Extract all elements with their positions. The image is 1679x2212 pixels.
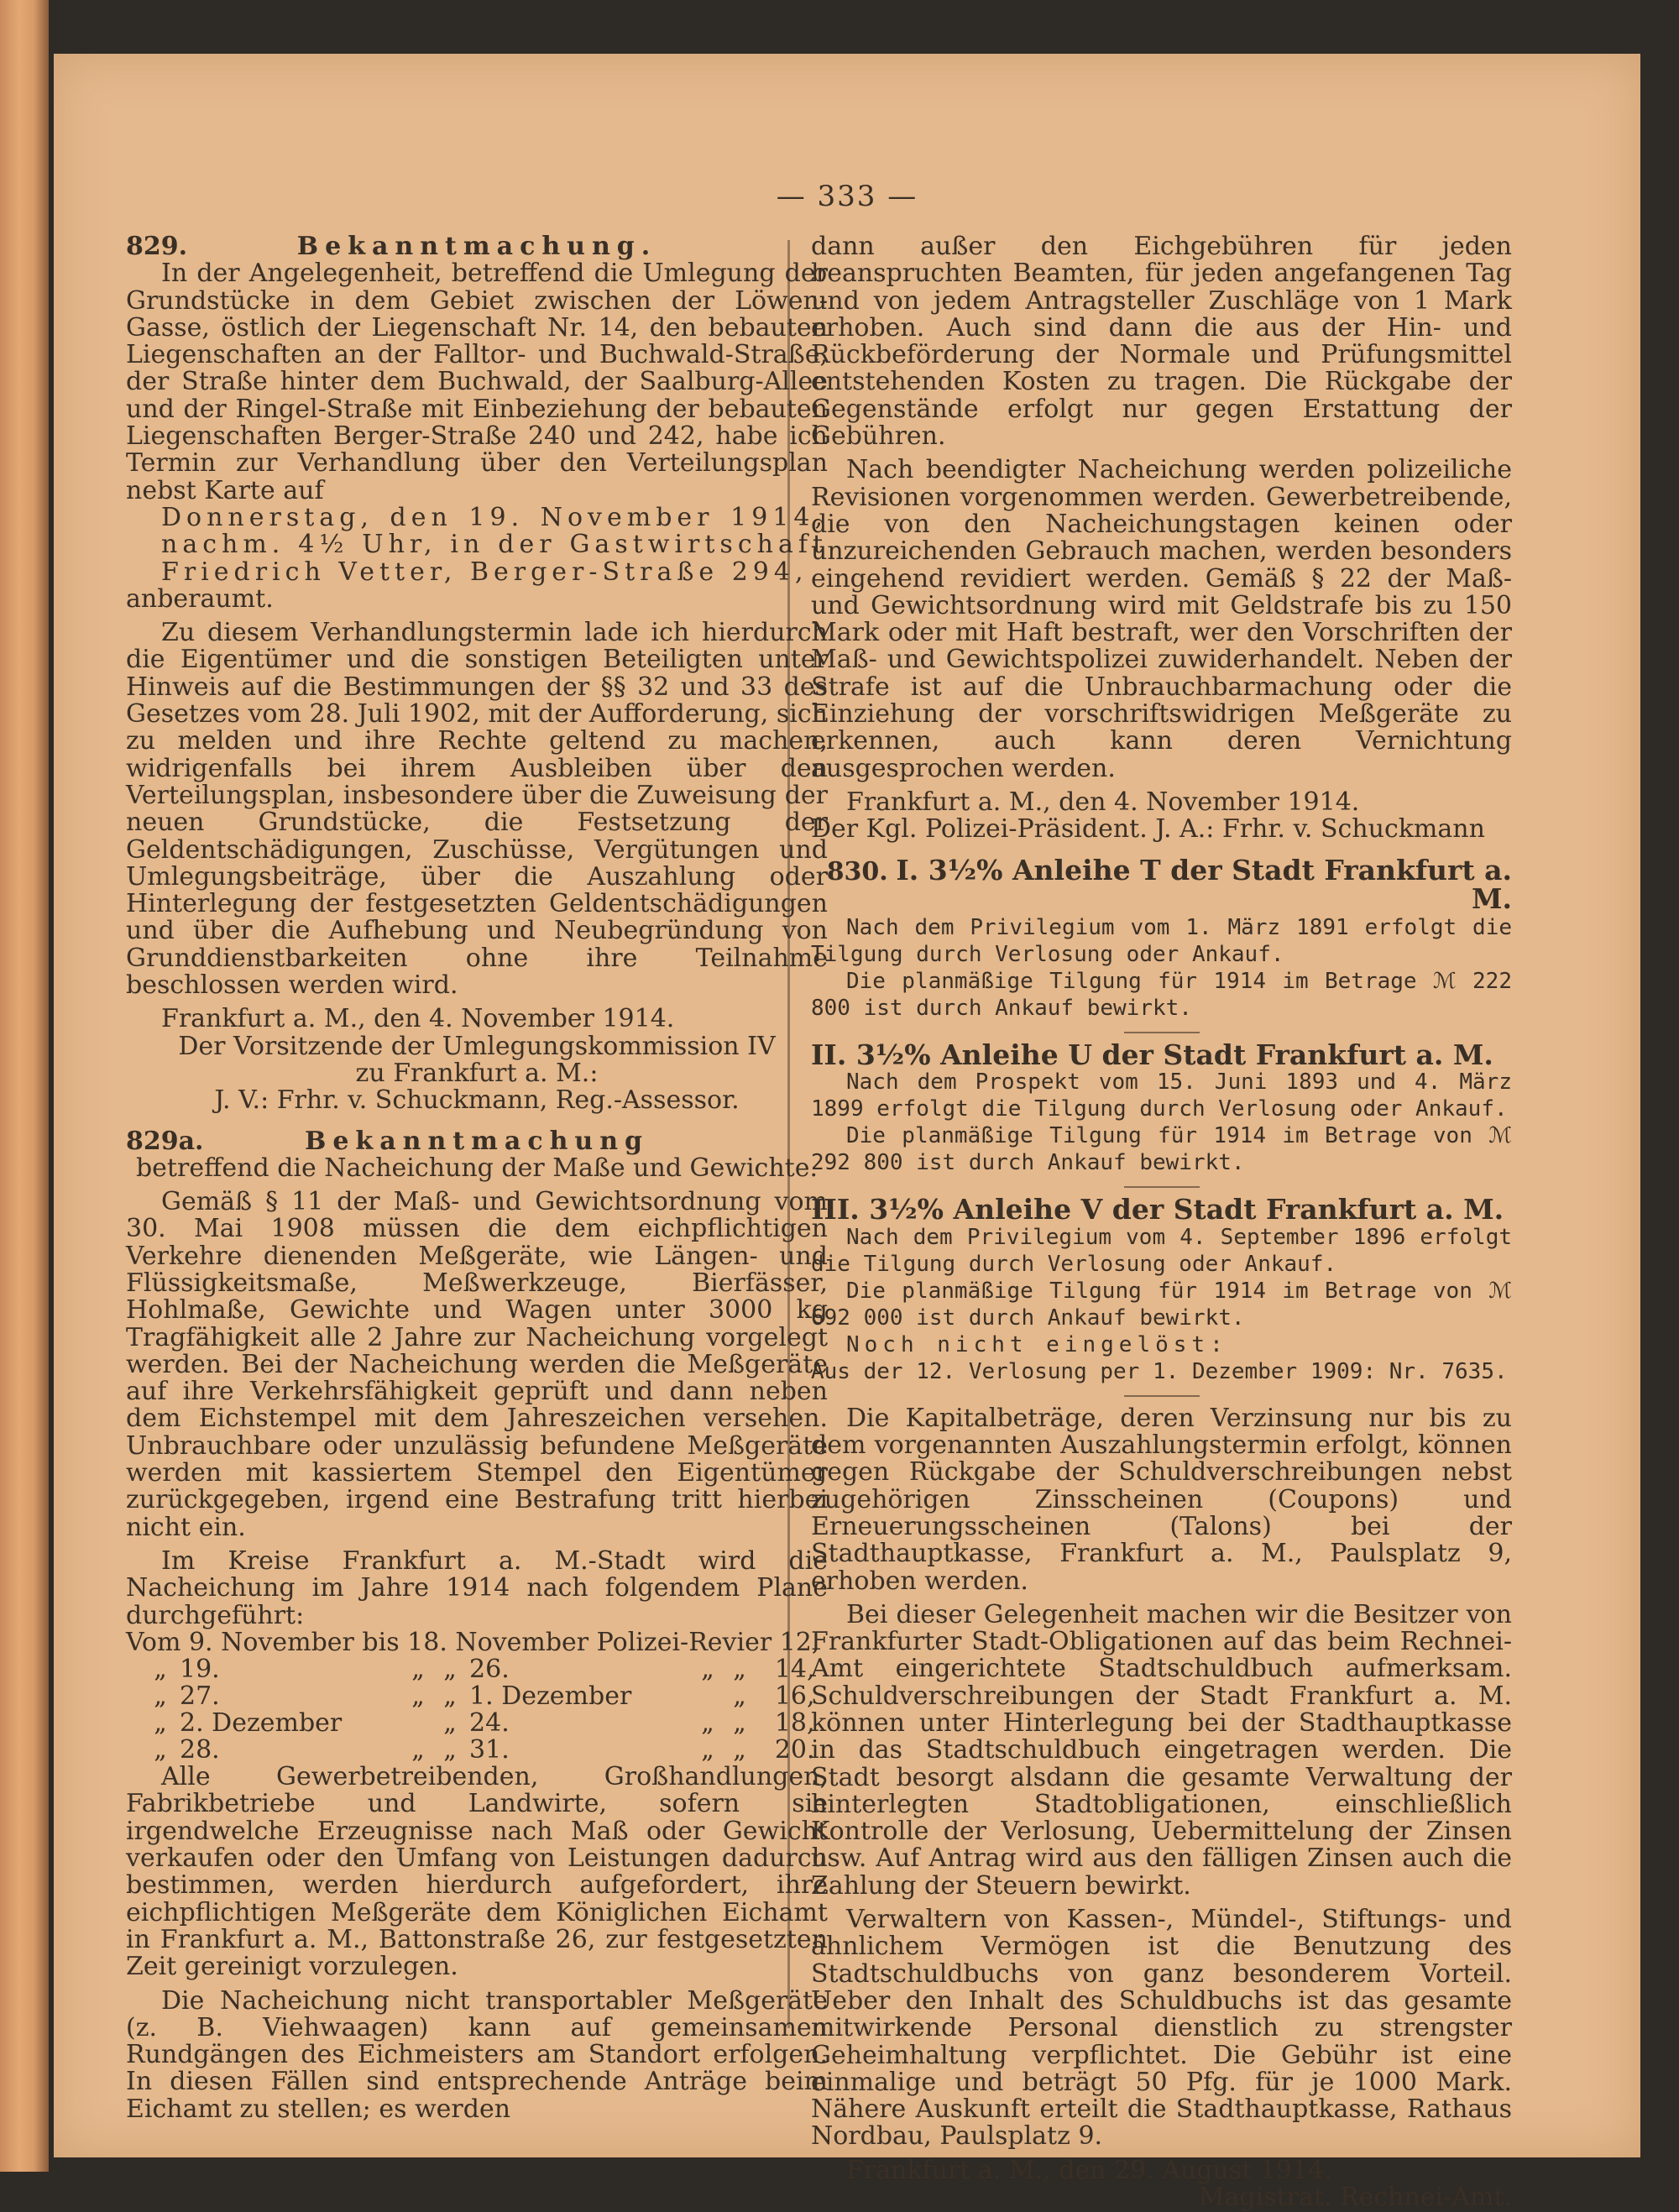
loan-v-paragraph-2: Die planmäßige Tilgung für 1914 im Betrage von ℳ 692 000 ist durch Ankauf bewirkt.	[811, 1278, 1512, 1331]
loan-u-title: II. 3½% Anleihe U der Stadt Frankfurt a. M.	[811, 1038, 1493, 1072]
notice-829a-subtitle: betreffend die Nacheichung der Maße und Gewichte.	[135, 1153, 819, 1183]
continuation-paragraph-2: Nach beendigter Nacheichung werden polizeiliche Revisionen vorgenommen werden. Gewerbetreibende, die von den Nacheichungstagen keinen oder unzureichenden Gebrauch machen, werden besonders eingehend revidiert werden. Gemäß § 22 der Maß- und Gewichtsordnung wird mit Geldstrafe bis zu 150 Mark oder mit Haft bestraft, wer den Vorschriften der Maß- und Gewichtspolizei zuwiderhandelt. Neben der Strafe ist auf die Unbrauchbarmachung oder die Einziehung der vorschriftswidrigen Meßgeräte zu erkennen, auch kann deren Vernichtung ausgesprochen werden.	[811, 455, 1512, 783]
loan-t-paragraph-1: Nach dem Privilegium vom 1. März 1891 erfolgt die Tilgung durch Verlosung oder Ankauf.	[811, 915, 1512, 968]
notice-number: 830.	[826, 856, 888, 886]
loan-u-paragraph-1: Nach dem Prospekt vom 15. Juni 1893 und 4. März 1899 erfolgt die Tilgung durch Verlosung oder Ankauf.	[811, 1069, 1512, 1122]
notice-829-intro: In der Angelegenheit, betreffend die Umlegung der Grundstücke in dem Gebiet zwischen der Löwen-Gasse, östlich der Liegenschaft Nr. 14, den bebauten Liegenschaften an der Falltor- und Buchwald-Straße, der Straße hinter dem Buchwald, der Saalburg-Allee und der Ringel-Straße mit Einbeziehung der bebauten Liegenschaften Berger-Straße 240 und 242, habe ich Termin zur Verhandlung über den Verteilungsplan nebst Karte auf	[126, 259, 828, 505]
page-number: — 333 —	[776, 180, 918, 213]
loan-t-paragraph-2: Die planmäßige Tilgung für 1914 im Betrage ℳ 222 800 ist durch Ankauf bewirkt.	[811, 969, 1512, 1022]
document-page	[54, 54, 1640, 2212]
notice-830-date: Frankfurt a. M., den 29. August 1914.	[846, 2155, 1332, 2185]
notice-829-heading	[126, 233, 828, 260]
separator-rule	[1124, 1186, 1200, 1188]
notice-829-date: Frankfurt a. M., den 4. November 1914.	[161, 1004, 675, 1034]
separator-rule	[1124, 1395, 1200, 1397]
loan-t-title: I. 3½% Anleihe T der Stadt Frankfurt a. M.	[896, 853, 1512, 915]
nacheichung-schedule	[144, 1656, 819, 1764]
notice-829a-paragraph-1: Gemäß § 11 der Maß- und Gewichtsordnung vom 30. Mai 1908 müssen die dem eichpflichtigen Verkehre dienenden Meßgeräte, wie Längen- und Flüssigkeitsmaße, Meßwerkzeuge, Bierfässer, Hohlmaße, Gewichte und Wagen unter 3000 kg Tragfähigkeit alle 2 Jahre zur Nacheichung vorgelegt werden. Bei der Nacheichung werden die Meßgeräte auf ihre Verkehrsfähigkeit geprüft und dann neben dem Eichstempel mit dem Jahreszeichen versehen. Unbrauchbare oder unzulässig befundene Meßgeräte werden mit kassiertem Stempel den Eigentümer zurückgegeben, irgend eine Bestrafung tritt hierbei nicht ein.	[126, 1187, 828, 1542]
notice-829a-paragraph-4: Die Nacheichung nicht transportabler Meßgeräte (z. B. Viehwaagen) kann auf gemeinsamen Rundgängen des Eichmeisters am Standort erfolgen. In diesen Fällen sind entsprechende Anträge beim Eichamt zu stellen; es werden	[126, 1985, 828, 2124]
notice-title: Bekanntmachung.	[296, 232, 657, 261]
loan-u-paragraph-2: Die planmäßige Tilgung für 1914 im Betrage von ℳ 292 800 ist durch Ankauf bewirkt.	[811, 1123, 1512, 1176]
schedule-row: „ 19. „ „ 26. „ „ 14,	[154, 1655, 815, 1685]
schedule-row: „ 28. „ „ 31. „ „ 20.	[154, 1735, 815, 1765]
loan-v-paragraph-4: Aus der 12. Verlosung per 1. Dezember 1909: Nr. 7635.	[811, 1358, 1508, 1384]
notice-829-termin: Donnerstag, den 19. November 1914, nachm. 4½ Uhr, in der Gastwirtschaft Friedrich Vetter, Berger-Straße 294,	[161, 502, 828, 587]
schedule-row: „ 27. „ „ 1. Dezember „ 16,	[154, 1681, 815, 1712]
notice-829a-paragraph-2: Im Kreise Frankfurt a. M.-Stadt wird die Nacheichung im Jahre 1914 nach folgendem Plane durchgeführt:	[126, 1545, 828, 1630]
notice-830-heading	[811, 853, 1512, 915]
notice-829-body: Zu diesem Verhandlungstermin lade ich hierdurch die Eigentümer und die sonstigen Beteiligten unter Hinweis auf die Bestimmungen der §§ 32 und 33 des Gesetzes vom 28. Juli 1902, mit der Aufforderung, sich zu melden und ihre Rechte geltend zu machen, widrigenfalls bei ihrem Ausbleiben über den Verteilungsplan, insbesondere über die Zuweisung der neuen Grundstücke, die Festsetzung der Geldentschädigungen, Zuschüsse, Vergütungen und Umlegungsbeiträge, über die Auszahlung oder Hinterlegung der festgesetzten Geldentschädigungen und über die Aufhebung und Neubegründung von Grunddienstbarkeiten ohne ihre Teilnahme beschlossen werden wird.	[126, 618, 828, 1001]
book-binding	[0, 0, 49, 2172]
continuation-signature: Der Kgl. Polizei-Präsident. J. A.: Frhr. v. Schuckmann	[811, 814, 1485, 845]
stadtschuldbuch-paragraph: Bei dieser Gelegenheit machen wir die Besitzer von Frankfurter Stadt-Obligationen auf das beim Rechnei-Amt eingerichtete Stadtschuldbuch aufmerksam. Schuldverschreibungen der Stadt Frankfurt a. M. können unter Hinterlegung bei der Stadthauptkasse in das Stadtschuldbuch eingetragen werden. Die Stadt besorgt alsdann die gesamte Verwaltung der hinterlegten Stadtobligationen, einschließlich Kontrolle der Verlosung, Uebermittelung der Zinsen usw. Auf Antrag wird aus den fälligen Zinsen auch die Zahlung der Steuern bewirkt.	[811, 1599, 1512, 1901]
loan-v-paragraph-1: Nach dem Privilegium vom 4. September 1896 erfolgt die Tilgung durch Verlosung oder Ankauf.	[811, 1224, 1512, 1277]
continuation-date: Frankfurt a. M., den 4. November 1914.	[846, 787, 1360, 817]
left-column	[126, 233, 828, 2123]
notice-829-anberaumt: anberaumt.	[126, 583, 274, 614]
notice-number: 829a.	[126, 1126, 204, 1156]
notice-830-signature: Magistrat. Rechnei-Amt.	[1198, 2183, 1512, 2212]
notice-title: Bekanntmachung	[304, 1126, 649, 1156]
notice-number: 829.	[126, 232, 188, 261]
separator-rule	[1124, 1032, 1200, 1033]
schedule-row: „ 2. Dezember „ 24. „ „ 18,	[154, 1708, 815, 1739]
kapital-paragraph: Die Kapitalbeträge, deren Verzinsung nur bis zu dem vorgenannten Auszahlungstermin erfolgt, können gegen Rückgabe der Schuldverschreibungen nebst zugehörigen Zinsscheinen (Coupons) und Erneuerungsscheinen (Talons) bei der Stadthauptkasse, Frankfurt a. M., Paulsplatz 9, erhoben werden.	[811, 1403, 1512, 1596]
notice-829a-heading	[126, 1128, 828, 1155]
loan-v-paragraph-3: Noch nicht eingelöst:	[846, 1331, 1228, 1357]
notice-829-signature-1: Der Vorsitzende der Umlegungskommission IV	[178, 1031, 776, 1061]
notice-829a-paragraph-3: Alle Gewerbetreibenden, Großhandlungen, Fabrikbetriebe und Landwirte, sofern sie irgendwelche Erzeugnisse nach Maß oder Gewicht verkaufen oder den Umfang von Leistungen dadurch bestimmen, werden hierdurch aufgefordert, ihre eichpflichtigen Meßgeräte dem Königlichen Eichamt in Frankfurt a. M., Battonstraße 26, zur festgesetzten Zeit gereinigt vorzulegen.	[126, 1762, 828, 1982]
notice-829-signature-2: zu Frankfurt a. M.:	[355, 1058, 599, 1088]
plan-first-line: Vom 9. November bis 18. November Polizei-Revier 12,	[126, 1627, 820, 1657]
right-column	[811, 233, 1512, 2211]
verwaltern-paragraph: Verwaltern von Kassen-, Mündel-, Stiftungs- und ähnlichem Vermögen ist die Benutzung des Stadtschuldbuchs von ganz besonderem Vorteil. Ueber den Inhalt des Schuldbuchs ist das gesamte mitwirkende Personal dienstlich zu strengster Geheimhaltung verpflichtet. Die Gebühr ist eine einmalige und beträgt 50 Pfg. für je 1000 Mark. Nähere Auskunft erteilt die Stadthauptkasse, Rathaus Nordbau, Paulsplatz 9.	[811, 1905, 1512, 2152]
continuation-paragraph-1: dann außer den Eichgebühren für jeden beanspruchten Beamten, für jeden angefangenen Tag und von jedem Antragsteller Zuschläge von 1 Mark erhoben. Auch sind dann die aus der Hin- und Rückbeförderung der Normale und Prüfungsmittel entstehenden Kosten zu tragen. Die Rückgabe der Gegenstände erfolgt nur gegen Erstattung der Gebühren.	[811, 232, 1512, 452]
notice-829-signature-3: J. V.: Frhr. v. Schuckmann, Reg.-Assessor.	[214, 1085, 740, 1116]
loan-v-title: III. 3½% Anleihe V der Stadt Frankfurt a. M.	[811, 1193, 1504, 1226]
